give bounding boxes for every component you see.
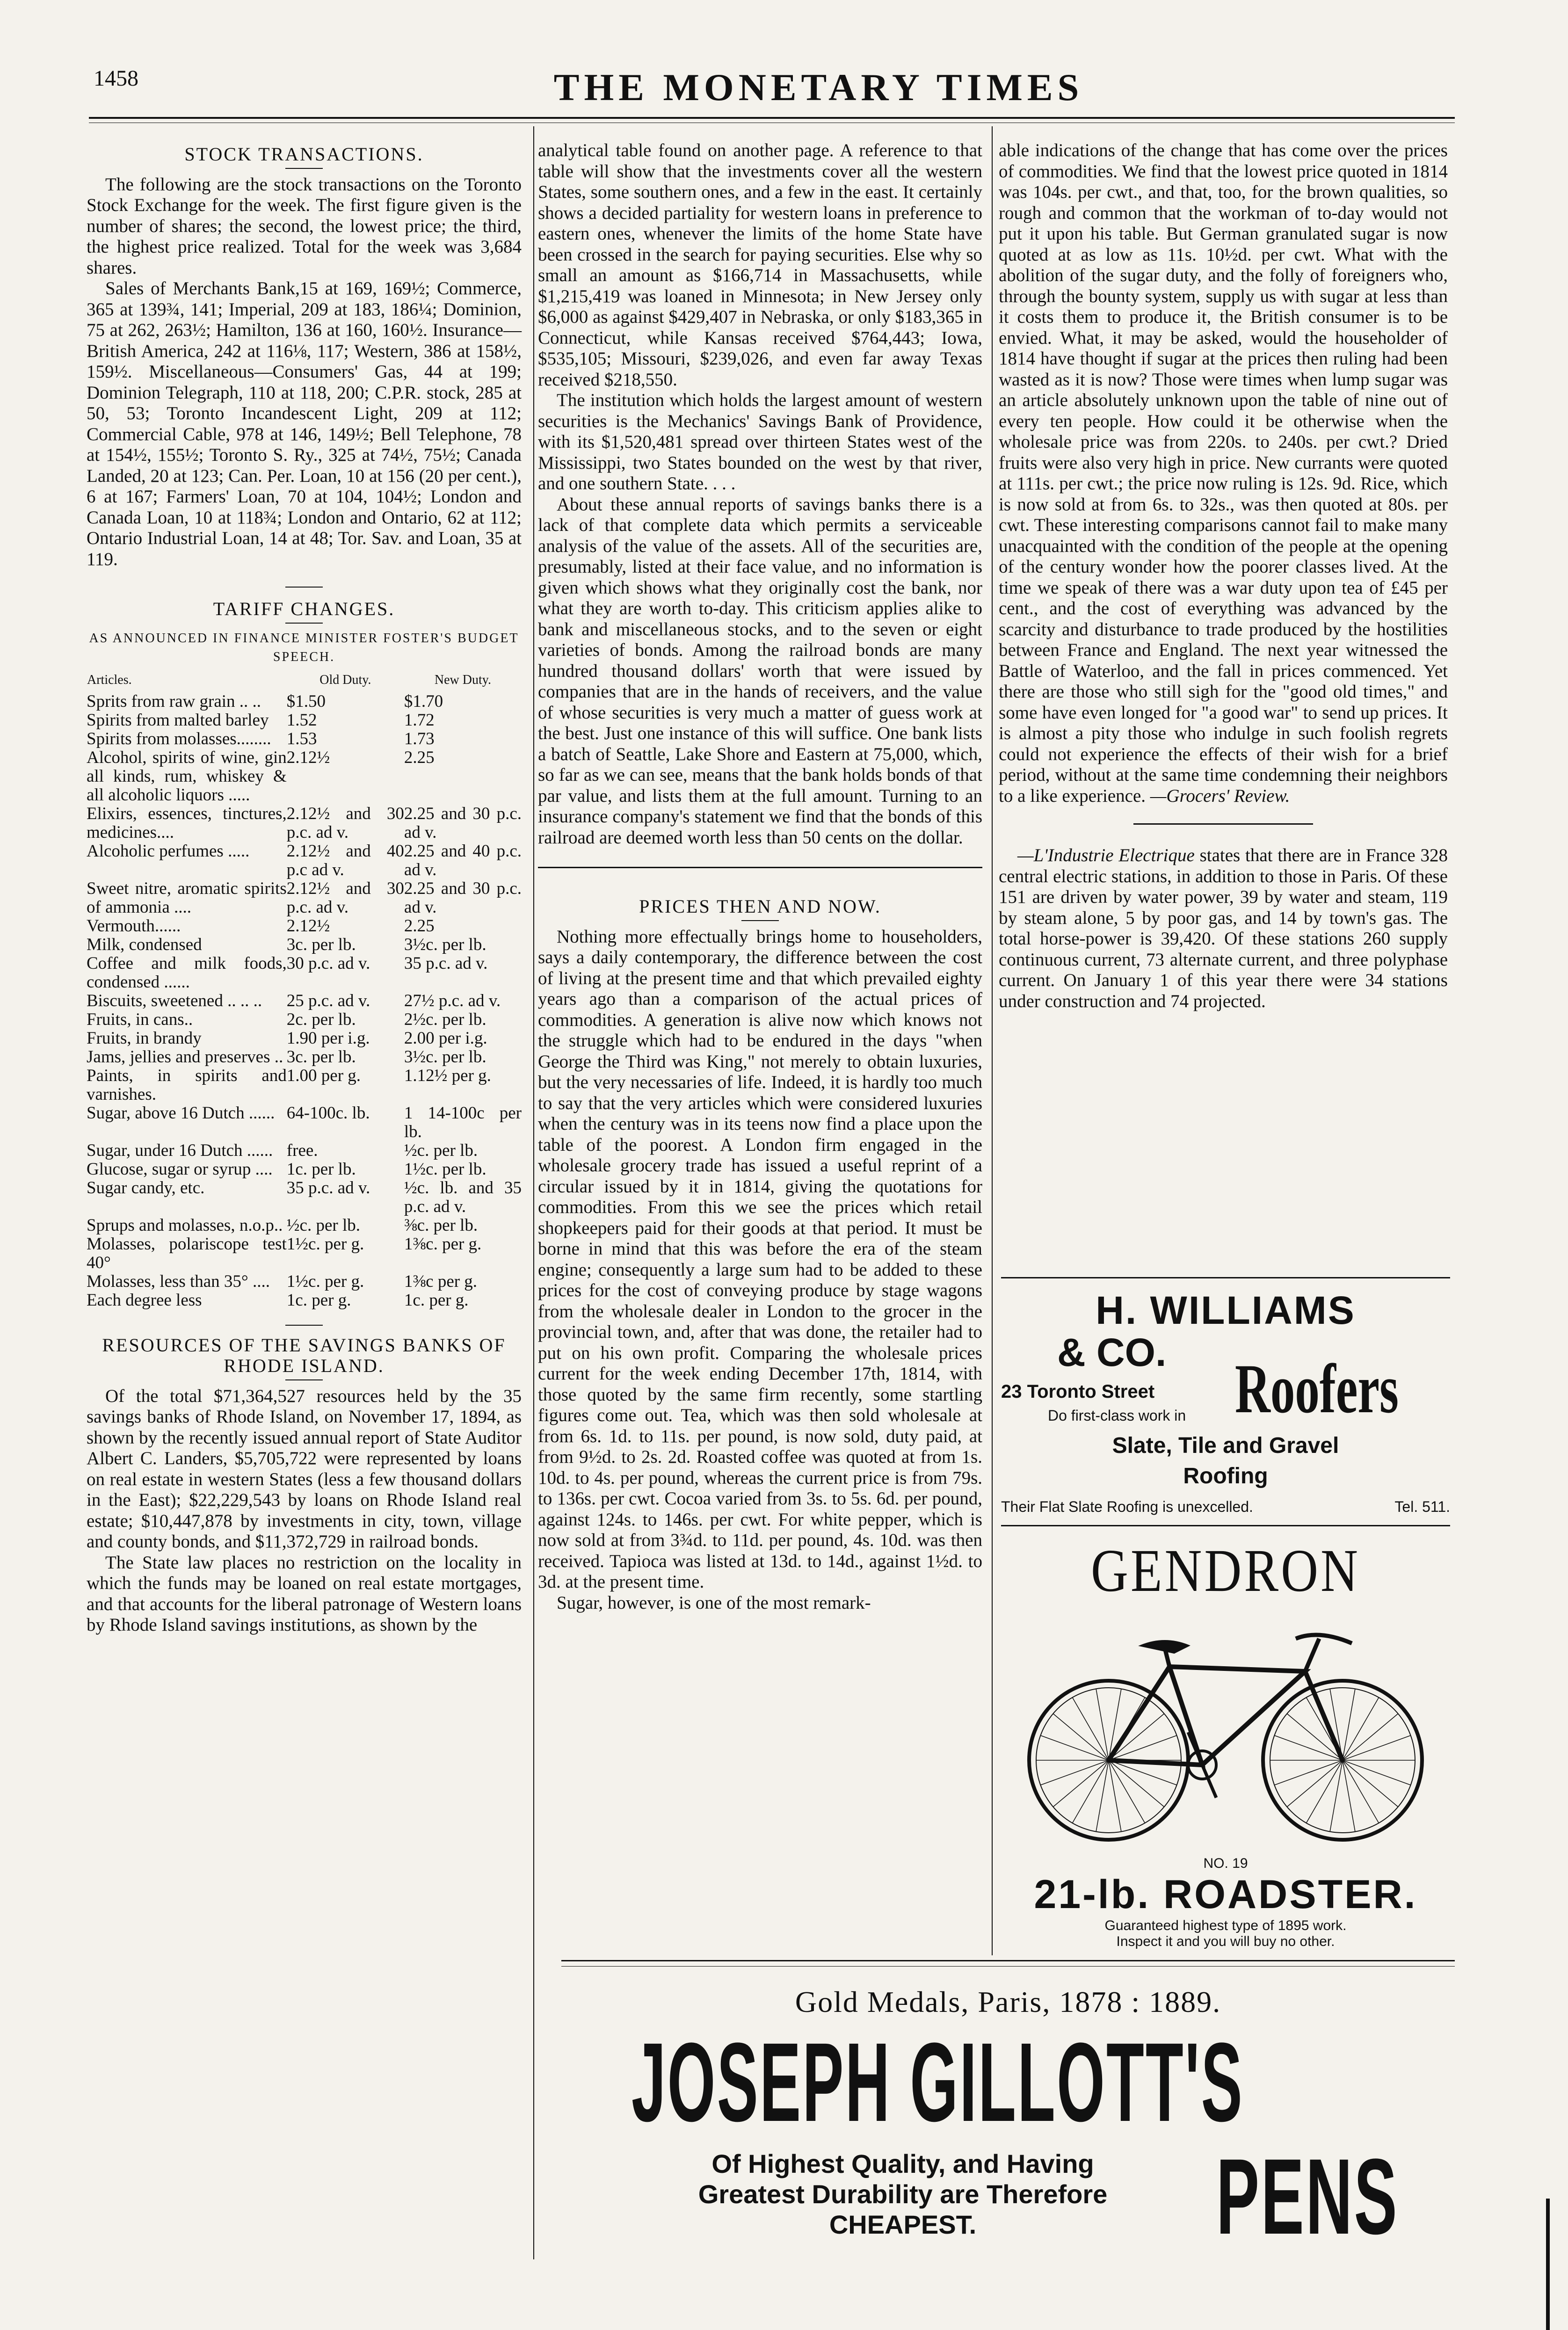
gendron-guarantee: Guaranteed highest type of 1895 work. <box>1104 1918 1347 1933</box>
gillott-name: JOSEPH GILLOTT'S <box>632 2019 1244 2145</box>
tariff-subheading: AS ANNOUNCED IN FINANCE MINISTER FOSTER'S BUDGET SPEECH. <box>89 631 519 664</box>
tariff-article: Molasses, polariscope test 40° <box>87 1234 287 1272</box>
masthead: THE MONETARY TIMES <box>553 66 1084 109</box>
tariff-old-duty: 3c. per lb. <box>286 1047 356 1067</box>
tariff-row <box>87 1104 522 1141</box>
tariff-row <box>87 992 522 1010</box>
tariff-new-duty: 1c. per g. <box>404 1290 469 1310</box>
tariff-article: Sugar, above 16 Dutch ...... <box>87 1103 275 1123</box>
section-rule <box>538 867 982 868</box>
tariff-new-duty: ⅜c. per lb. <box>404 1215 478 1235</box>
tariff-row <box>87 917 522 936</box>
williams-flat: Their Flat Slate Roofing is unexcelled. <box>1001 1498 1253 1515</box>
tariff-row <box>87 1160 522 1179</box>
tariff-article: Paints, in spirits and varnishes. <box>87 1066 287 1104</box>
divider <box>285 168 323 169</box>
tariff-article: Alcoholic perfumes ..... <box>87 841 250 861</box>
williams-ad <box>1001 1277 1450 1522</box>
tariff-old-duty: 25 p.c. ad v. <box>286 991 370 1010</box>
right-paragraph-1 <box>999 140 1448 806</box>
gillott-top-rule <box>561 1966 1455 1967</box>
tariff-new-duty: 2.25 and 40 p.c. ad v. <box>404 841 522 879</box>
tariff-new-duty: 1.12½ per g. <box>404 1066 491 1085</box>
tariff-new-duty: 1 14-100c per lb. <box>404 1103 522 1141</box>
tariff-new-duty: $1.70 <box>404 691 443 711</box>
tariff-row <box>87 748 522 805</box>
tariff-col-new: New Duty. <box>434 672 491 687</box>
tariff-row <box>87 1048 522 1067</box>
tariff-old-duty: 2.12½ and 30 p.c. ad v. <box>286 878 404 917</box>
tariff-new-duty: 3½c. per lb. <box>404 1047 486 1067</box>
tariff-old-duty: 1.90 per i.g. <box>286 1028 370 1048</box>
tariff-new-duty: 1.72 <box>404 710 435 730</box>
gillott-pens: PENS <box>1216 2136 1399 2257</box>
gendron-no: NO. 19 <box>1203 1856 1248 1871</box>
tariff-article: Sprups and molasses, n.o.p.. <box>87 1215 283 1235</box>
middle-paragraph-5: Sugar, however, is one of the most remark- <box>557 1592 871 1613</box>
tariff-row <box>87 954 522 992</box>
divider <box>285 1379 323 1380</box>
tariff-old-duty: 35 p.c. ad v. <box>286 1178 370 1198</box>
right-paragraph-2 <box>999 845 1448 1012</box>
tariff-row <box>87 879 522 917</box>
tariff-new-duty: 1.73 <box>404 729 435 748</box>
right-column <box>999 140 1448 1012</box>
column-divider-1 <box>533 126 534 2259</box>
tariff-row <box>87 1216 522 1235</box>
tariff-old-duty: 3c. per lb. <box>286 935 356 954</box>
tariff-heading: TARIFF CHANGES. <box>213 598 395 619</box>
gendron-brand: GENDRON <box>1091 1537 1360 1604</box>
tariff-old-duty: 30 p.c. ad v. <box>286 953 370 973</box>
column-divider-2b <box>992 968 993 1955</box>
tariff-new-duty: 35 p.c. ad v. <box>404 953 488 973</box>
tariff-row <box>87 730 522 748</box>
tariff-article: Jams, jellies and preserves .. <box>87 1047 283 1067</box>
tariff-row <box>87 1029 522 1048</box>
divider <box>741 920 779 921</box>
edge-rule <box>1546 2199 1550 2330</box>
tariff-old-duty: 1½c. per g. <box>286 1271 364 1291</box>
tariff-new-duty: 1⅜c per g. <box>404 1271 478 1291</box>
tariff-article: Sweet nitre, aromatic spirits of ammonia .... <box>87 878 287 917</box>
tariff-old-duty: 2.12½ and 30 p.c. ad v. <box>286 804 404 842</box>
savings-heading: RESOURCES OF THE SAVINGS BANKS OF RHODE ISLAND. <box>102 1334 506 1376</box>
right-paragraph-2-text: states that there are in France 328 central electric stations, in addition to those in Paris. Of these 151 are driven by water power, 39 by water and steam, 119 by steam alone, 5 by poor gas, and 14 by town's gas. The total horse-power is 39,420. Of these stations 260 supply continuous current, 73 alternate current, and three polyphase current. On January 1 of this year there were 34 stations under construction and 74 projected. <box>999 845 1448 1011</box>
tariff-article: Fruits, in brandy <box>87 1028 202 1048</box>
tariff-new-duty: ½c. per lb. <box>404 1140 478 1160</box>
tariff-old-duty: 1c. per lb. <box>286 1159 356 1179</box>
tariff-article: Glucose, sugar or syrup .... <box>87 1159 273 1179</box>
tariff-article: Elixirs, essences, tinctures, medicines.... <box>87 804 287 842</box>
stock-paragraph-1: The following are the stock transactions on the Toronto Stock Exchange for the week. The first figure given is the number of shares; the second, the lowest price; the third, the highest price realized. Total for the week was 3,684 shares. <box>87 174 522 278</box>
williams-roofers: Roofers <box>1235 1350 1399 1428</box>
middle-paragraph-1: analytical table found on another page. A reference to that table will show that the investments cover all the western States, some southern ones, and a few in the east. It certainly shows a decided partiality for western loans in preference to eastern ones, whenever the limits of the home State have been crossed in the search for paying securities. Else why so small an amount as $166,714 in Massachusetts, while $1,215,419 was loaned in Minnesota; in New Jersey only $6,000 as against $429,407 in Nebraska, or only $183,365 in Connecticut, while Kansas received $764,443; Iowa, $535,105; Missouri, $239,026, and even far away Texas received $218,550. <box>538 140 982 390</box>
tariff-row <box>87 1067 522 1104</box>
tariff-article: Coffee and milk foods, condensed ...... <box>87 953 287 992</box>
tariff-row <box>87 1272 522 1291</box>
tariff-table <box>87 670 522 1310</box>
tariff-new-duty: 3½c. per lb. <box>404 935 486 954</box>
divider <box>285 623 323 624</box>
tariff-article: Spirits from molasses........ <box>87 729 271 748</box>
tariff-new-duty: 2.25 <box>404 916 435 936</box>
tariff-old-duty: 1.52 <box>286 710 317 730</box>
tariff-new-duty: 27½ p.c. ad v. <box>404 991 501 1010</box>
tariff-old-duty: 1c. per g. <box>286 1290 351 1310</box>
stock-paragraph-2: Sales of Merchants Bank,15 at 169, 169½; Commerce, 365 at 139¾, 141; Imperial, 209 at 183, 186¼; Dominion, 75 at 262, 263½; Hamilton, 136 at 160, 160½. Insurance—British America, 242 at 116⅛, 117; Western, 386 at 158½, 159½. Miscellaneous—Consumers' Gas, 44 at 199; Dominion Telegraph, 110 at 118, 200; C.P.R. stock, 285 at 50, 53; Toronto Incandescent Light, 209 at 112; Commercial Cable, 978 at 146, 149½; Bell Telephone, 78 at 154½, 155½; Toronto S. Ry., 325 at 74½, 75½; Canada Landed, 20 at 123; Can. Per. Loan, 10 at 156 (20 per cent.), 6 at 167; Farmers' Loan, 70 at 104, 104½; London and Canada Loan, 10 at 118¾; London and Ontario, 62 at 112; Ontario Industrial Loan, 14 at 48; Tor. Sav. and Loan, 35 at 119. <box>87 278 522 569</box>
williams-name: H. WILLIAMS <box>1096 1288 1356 1332</box>
tariff-new-duty: ½c. lb. and 35 p.c. ad v. <box>404 1178 522 1216</box>
gendron-model: 21-lb. ROADSTER. <box>1034 1872 1417 1917</box>
tariff-new-duty: 2.25 and 30 p.c. ad v. <box>404 878 522 917</box>
tariff-row <box>87 1235 522 1272</box>
tariff-row <box>87 692 522 711</box>
tariff-article: Spirits from malted barley <box>87 710 269 730</box>
masthead-rule <box>89 117 1455 119</box>
middle-paragraph-4: Nothing more effectually brings home to householders, says a daily contemporary, the difference between the cost of living at the present time and that which prevailed eighty years ago than a comparison of the actual prices of commodities. A generation is alive now which knows not the struggle which had to be endured in the days "when George the Third was King," not merely to obtain luxuries, but the very necessaries of life. Indeed, it is hardly too much to say that the very articles which were considered luxuries when the century was in its teens now find a place upon the table of the poorest. A London firm engaged in the wholesale grocery trade has issued a useful reprint of a circular issued by it in 1814, giving the quotations for commodities. From this we see the prices which retail shopkeepers paid for their goods at that period. It must be borne in mind that this was before the era of the steam engine; consequently a large sum had to be added to these prices for the cost of conveying produce by stage wagons from the wholesale dealer in London to the grocer in the provincial town, and, after that was done, the retailer had to put on his own profit. Comparing the wholesale prices current for the week ending December 17th, 1814, with those quoted by the same firm recently, some startling figures come out. Tea, which was then sold wholesale at from 6s. 1d. to 11s. per pound, is now sold, duty paid, at from 9½d. to 2s. 2d. Roasted coffee was quoted at from 1s. 10d. to 4s. per pound, whereas the current price is from 79s. to 136s. per cwt. Cocoa varied from 3s. to 5s. 6d. per pound, against 124s. to 146s. per cwt. For white pepper, which is now sold at from 3¾d. to 11d. per pound, 4s. 10d. was then received. Tapioca was listed at 13d. to 14d., against 1½d. to 3d. at the present time. <box>538 926 982 1592</box>
tariff-row <box>87 805 522 842</box>
prices-heading: PRICES THEN AND NOW. <box>639 896 881 917</box>
gillott-line1: Of Highest Quality, and Having <box>711 2149 1094 2178</box>
tariff-article: Sugar candy, etc. <box>87 1178 205 1198</box>
gillott-medals: Gold Medals, Paris, 1878 : 1889. <box>795 1985 1221 2018</box>
tariff-article: Milk, condensed <box>87 935 202 954</box>
gillott-ad <box>561 1960 1455 2261</box>
williams-address: 23 Toronto Street <box>1001 1381 1155 1402</box>
tariff-article: Each degree less <box>87 1290 202 1310</box>
tariff-new-duty: 2.25 and 30 p.c. ad v. <box>404 804 522 842</box>
savings-paragraph-2: The State law places no restriction on the locality in which the funds may be loaned on real estate mortgages, and that accounts for the liberal patronage of Western loans by Rhode Island savings institutions, as shown by the <box>87 1552 522 1635</box>
tariff-old-duty: 1½c. per g. <box>286 1234 364 1254</box>
gillott-line3: CHEAPEST. <box>829 2210 977 2239</box>
tariff-old-duty: $1.50 <box>286 691 326 711</box>
page-number: 1458 <box>94 66 138 91</box>
section-rule <box>1133 823 1313 825</box>
tariff-article: Fruits, in cans.. <box>87 1009 193 1029</box>
williams-line2: Roofing <box>1183 1464 1268 1488</box>
left-column <box>87 140 522 1636</box>
tariff-old-duty: free. <box>286 1140 318 1160</box>
divider <box>285 1325 323 1326</box>
tariff-old-duty: ½c. per lb. <box>286 1215 360 1235</box>
middle-column <box>538 140 982 1613</box>
williams-work: Do first-class work in <box>1048 1407 1186 1424</box>
tariff-old-duty: 1.53 <box>286 729 317 748</box>
column-divider-2 <box>992 126 993 968</box>
tariff-old-duty: 64-100c. lb. <box>286 1103 370 1123</box>
tariff-row <box>87 1141 522 1160</box>
gillott-line2: Greatest Durability are Therefore <box>698 2179 1108 2209</box>
williams-line1: Slate, Tile and Gravel <box>1112 1433 1339 1458</box>
publication-name: —L'Industrie Electrique <box>1017 845 1195 865</box>
right-paragraph-1-text: able indications of the change that has come over the prices of commodities. We find that the lowest price quoted in 1814 was 104s. per cwt., and that, too, for the brown qualities, so rough and common that the workman of to-day would not put it upon his table. But German granulated sugar is now quoted at as low as 11s. 10½d. per cwt. What with the abolition of the sugar duty, and the folly of foreigners who, through the bounty system, supply us with sugar at less than it costs them to produce it, the British consumer is to be envied. What, it may be asked, would the householder of 1814 have thought if sugar at the prices then ruling had been wasted as it is now? Those were times when lump sugar was an article absolutely unknown upon the table of nine out of every ten people. How could it be otherwise when the wholesale price was from 220s. to 240s. per cwt.? Dried fruits were also very high in price. New currants were quoted at 111s. per cwt.; the price now ruling is 12s. 9d. Rice, which is now sold at from 6s. to 32s., was then quoted at 80s. per cwt. These interesting comparisons cannot fail to make many unacquainted with the condition of the people at the opening of the century wonder how the poorer classes lived. At the time we speak of there was a war duty upon tea of £45 per cent., and the cost of everything was advanced by the scarcity and disturbance to trade produced by the hostilities between France and England. The next year witnessed the Battle of Waterloo, and the fall in prices commenced. Yet there are those who still sigh for the "good old times," and some have even longed for "a good war" to send up prices. It is almost a pity those who indulge in such foolish regrets could not experience the effects of their wish for a brief period, without at the same time condemning their neighbors to a like experience. <box>999 140 1448 806</box>
tariff-article: Sprits from raw grain .. .. <box>87 691 261 711</box>
tariff-new-duty: 1⅜c. per g. <box>404 1234 482 1254</box>
tariff-new-duty: 1½c. per lb. <box>404 1159 486 1179</box>
tariff-col-articles: Articles. <box>87 672 132 687</box>
tariff-article: Vermouth...... <box>87 916 181 936</box>
tariff-article: Molasses, less than 35° .... <box>87 1271 270 1291</box>
tariff-old-duty: 2.12½ and 40 p.c ad v. <box>286 841 404 879</box>
stock-heading: STOCK TRANSACTIONS. <box>184 144 424 165</box>
tariff-article: Sugar, under 16 Dutch ...... <box>87 1140 273 1160</box>
tariff-row <box>87 936 522 954</box>
tariff-old-duty: 2.12½ <box>286 916 330 936</box>
tariff-new-duty: 2.00 per i.g. <box>404 1028 487 1048</box>
tariff-row <box>87 1179 522 1216</box>
tariff-row <box>87 842 522 879</box>
tariff-old-duty: 1.00 per g. <box>286 1066 361 1085</box>
middle-paragraph-3: About these annual reports of savings banks there is a lack of that complete data which permits a serviceable analysis of the value of the assets. All of the securities are, presumably, listed at their face value, and no information is given which shows what they originally cost the bank, nor what they are worth to-day. This criticism applies alike to bank and miscellaneous stocks, and to the seven or eight varieties of bonds. Among the railroad bonds are many hundred thousand dollars' worth that were issued by companies that are in the hands of receivers, and the value of whose securities is very much a matter of guess work at the best. Just one instance of this will suffice. One bank lists a batch of Seattle, Lake Shore and Eastern at 75,000, which, so far as we can see, means that the bank holds bonds of that par value, and lists them at the full amount. Turning to an insurance company's statement we find that the bonds of this railroad are deemed worth less than 50 cents on the dollar. <box>538 494 982 848</box>
source-citation: —Grocers' Review. <box>1150 785 1290 806</box>
tariff-row <box>87 1010 522 1029</box>
savings-paragraph-1: Of the total $71,364,527 resources held by the 35 savings banks of Rhode Island, on November 17, 1894, as shown by the recently issued annual report of State Auditor Albert C. Landers, $5,705,722 were represented by loans on real estate in western States (less a few thousand dollars in the East); $22,229,543 by loans on Rhode Island real estate; $10,447,878 by investments in city, town, village and county bonds, and $11,372,729 in railroad bonds. <box>87 1386 522 1552</box>
bicycle-illustration <box>1015 1611 1436 1854</box>
tariff-new-duty: 2½c. per lb. <box>404 1009 486 1029</box>
gendron-ad <box>1001 1525 1450 1957</box>
tariff-row <box>87 711 522 730</box>
williams-tel: Tel. 511. <box>1394 1498 1450 1515</box>
tariff-article: Alcohol, spirits of wine, gin all kinds, rum, whiskey & all alcoholic liquors ..... <box>87 748 287 805</box>
tariff-old-duty: 2.12½ <box>286 748 330 767</box>
tariff-row <box>87 1291 522 1310</box>
williams-co: & CO. <box>1057 1330 1167 1374</box>
tariff-old-duty: 2c. per lb. <box>286 1009 356 1029</box>
middle-paragraph-2: The institution which holds the largest amount of western securities is the Mechanics' Savings Bank of Providence, with its $1,520,481 spread over thirteen States west of the Mississippi, two States bounded on the west by that river, and one southern State. . . . <box>538 390 982 494</box>
tariff-article: Biscuits, sweetened .. .. .. <box>87 991 262 1010</box>
gendron-inspect: Inspect it and you will buy no other. <box>1116 1934 1335 1949</box>
tariff-new-duty: 2.25 <box>404 748 435 767</box>
divider <box>285 587 323 588</box>
tariff-col-old: Old Duty. <box>319 672 371 687</box>
